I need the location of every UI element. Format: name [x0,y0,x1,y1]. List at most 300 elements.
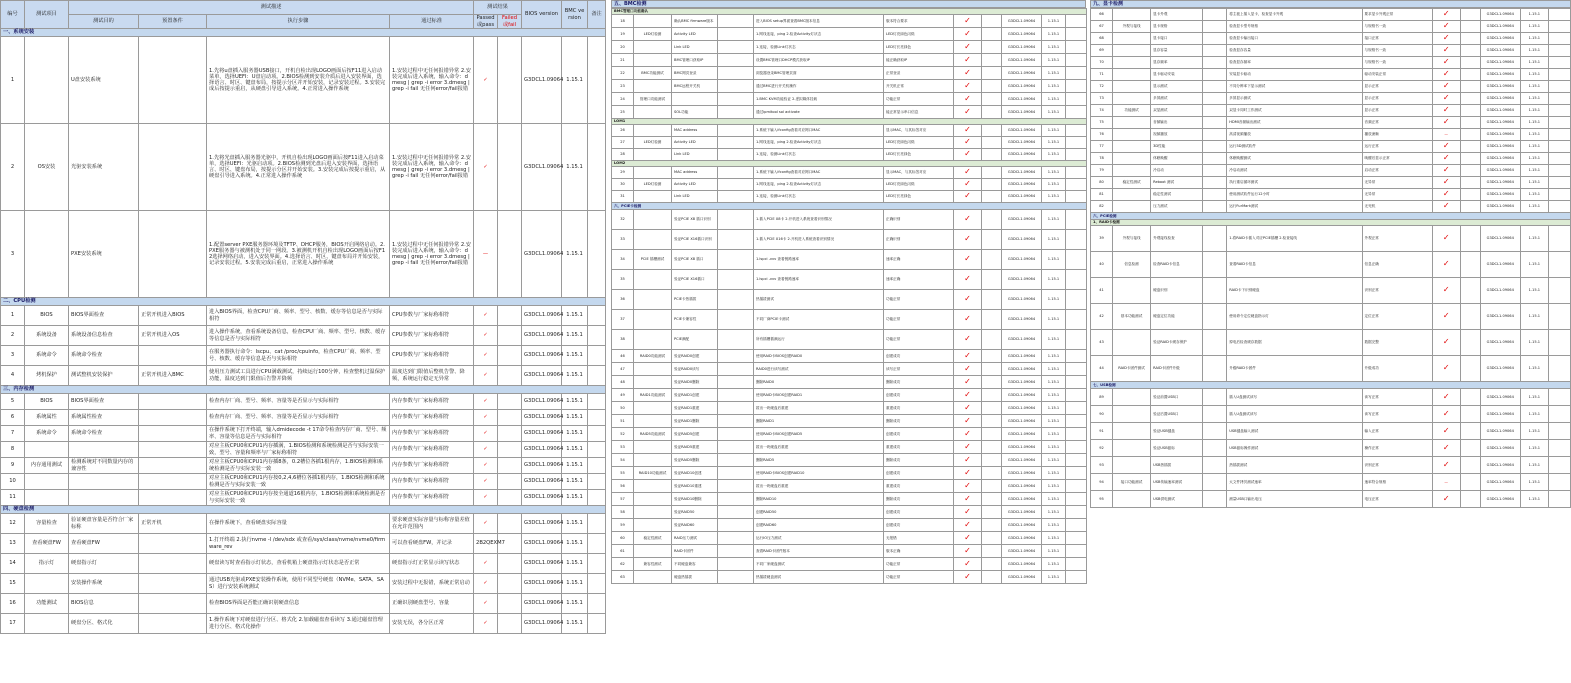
row-number: 74 [1091,105,1113,117]
row-steps: 休眠唤醒测试 [1227,153,1362,165]
row-result-pass: ✓ [474,514,498,534]
row-precondition [1203,141,1227,153]
row-criteria: 内存参数与厂家标称相符 [390,474,474,490]
table-row [612,402,1087,415]
row-remark [1548,406,1570,423]
row-precondition [718,545,754,558]
row-bios-version: G3DCL1.09064 [1002,376,1042,389]
row-criteria: 创建成功 [884,467,954,480]
row-bios-version: G3DCL1.09064 [1002,441,1042,454]
row-remark [1066,467,1087,480]
row-item: RAID10功能测试 [634,467,672,480]
row-result-fail [498,574,522,594]
table-row [612,519,1087,532]
row-steps: 1.先将u盘插入服务器USB接口，开机自检出现LOGO画面后按F11进入启动菜单，选择UEFI：U盘启动项。2.BIOS检测到安装介质后进入安装界面，选择语言、时区、键盘布局，按提示分区并开始安装，记录安装过程。3.安装完成后按提示重启，从硬盘引导进入系统。4.正常进入操作系统 [207,37,390,124]
row-number: 7 [1,426,25,442]
row-result-fail [982,493,1002,506]
row-bios-version: G3DCL1.09064 [1002,125,1042,137]
row-number: 19 [612,28,634,41]
row-purpose: USB热插拔 [1151,457,1203,474]
test-table-3 [1090,8,1571,508]
table-body [612,210,1087,350]
row-number: 6 [1,410,25,426]
row-precondition [718,270,754,290]
row-bmc-version: 1.15.1 [1042,415,1066,428]
row-criteria: 功能正常 [884,93,954,106]
row-precondition [139,346,207,366]
row-steps: 使用测试软件运行12小时 [1227,189,1362,201]
row-steps: 冷启动测试 [1227,165,1362,177]
row-result-pass: ✓ [1432,9,1460,21]
row-result-pass: ✓ [954,402,982,415]
row-result-pass: ✓ [954,545,982,558]
row-item [25,442,69,458]
row-result-fail [982,389,1002,402]
row-number: 31 [612,191,634,203]
row-item: 系统设备 [25,326,69,346]
row-number: 15 [1,574,25,594]
row-item [25,614,69,634]
row-purpose: 显卡驱动安装 [1151,69,1203,81]
row-precondition [718,250,754,270]
row-remark [1066,80,1087,93]
header-remark: 备注 [588,1,606,29]
row-precondition [1203,423,1227,440]
row-criteria: 重建成功 [884,441,954,454]
row-precondition [718,467,754,480]
row-precondition [718,167,754,179]
row-item: 外观与接线 [1113,226,1151,252]
table-row [612,41,1087,54]
row-result-pass: ✓ [954,191,982,203]
row-item [1113,33,1151,45]
row-bios-version: G3DCL1.09064 [522,346,562,366]
row-bmc-version: 1.15.1 [1042,41,1066,54]
row-steps: 拔出一块硬盘后重建 [754,402,884,415]
row-remark [1066,402,1087,415]
row-purpose: RAID卡固件 [672,545,718,558]
row-result-pass: ✓ [954,480,982,493]
row-bmc-version: 1.15.1 [1042,80,1066,93]
row-result-pass: ✓ [954,532,982,545]
row-result-fail [1460,33,1480,45]
row-remark [1548,491,1570,508]
section-title: 五、BMC检测 [611,0,1086,8]
table-row [612,310,1087,330]
row-item: 查看硬盘FW [25,534,69,554]
row-criteria: LED灯长亮绿色 [884,149,954,161]
row-bmc-version: 1.15.1 [562,574,588,594]
row-item [634,480,672,493]
row-steps: 掉电后检查缓存数据 [1227,330,1362,356]
row-criteria: 删除成功 [884,454,954,467]
row-number: 12 [1,514,25,534]
row-steps: 使用命令定位硬盘指示灯 [1227,304,1362,330]
row-result-pass: ✓ [954,106,982,119]
row-criteria: 正确识别硬盘型号、容量 [390,594,474,614]
sheet-page-1 [0,0,602,683]
row-number: 73 [1091,93,1113,105]
table-row [1091,252,1571,278]
row-item: BIOS [25,394,69,410]
row-remark [1548,117,1570,129]
row-result-fail [1460,201,1480,213]
row-number: 14 [1,554,25,574]
row-result-fail [982,363,1002,376]
row-item [634,363,672,376]
row-bmc-version: 1.15.1 [562,514,588,534]
row-number: 37 [612,310,634,330]
row-result-pass: 2B2QEXM7 [474,534,498,554]
row-result-pass: ✓ [954,41,982,54]
row-purpose: 验证PCIE X16插口 [672,270,718,290]
row-criteria: 操作正常 [1362,440,1432,457]
row-bios-version: G3DCL1.09064 [1480,33,1520,45]
row-result-fail [498,124,522,211]
row-result-pass: ✓ [1432,226,1460,252]
row-criteria: CPU参数与厂家标称相符 [390,326,474,346]
row-result-fail [982,350,1002,363]
row-purpose: 验证后置USB口 [1151,406,1203,423]
row-bmc-version: 1.15.1 [1042,389,1066,402]
row-steps: 在操作系统下，查看硬盘实际容量 [207,514,390,534]
row-result-fail [982,467,1002,480]
row-precondition [718,80,754,93]
row-bios-version: G3DCL1.09064 [1002,41,1042,54]
row-precondition [1203,491,1227,508]
row-bmc-version: 1.15.1 [1042,191,1066,203]
row-result-fail [982,558,1002,571]
row-remark [1548,9,1570,21]
table-row [1,474,606,490]
table-row [612,428,1087,441]
section-title: 四、硬盘检测 [1,506,606,514]
row-criteria: LED灯亮绿色闪烁 [884,137,954,149]
table-row [612,558,1087,571]
row-bios-version: G3DCL1.09064 [1480,9,1520,21]
row-purpose: PCIE卡兼容性 [672,310,718,330]
table-row [612,376,1087,389]
row-bios-version: G3DCL1.09064 [1480,105,1520,117]
row-result-pass: ✓ [954,519,982,532]
table-row [1091,474,1571,491]
row-precondition [139,426,207,442]
row-number: 23 [612,80,634,93]
row-result-fail [1460,153,1480,165]
table-row [1091,129,1571,141]
row-steps: 删除RAID1 [754,415,884,428]
row-bmc-version: 1.15.1 [562,346,588,366]
row-steps: 使用RAID卡BIOS创建RAID0 [754,350,884,363]
row-result-fail [498,394,522,410]
row-remark [1548,474,1570,491]
row-purpose: 验证PCIE X16插口识别 [672,230,718,250]
row-result-fail [982,167,1002,179]
row-criteria: 驱动安装正常 [1362,69,1432,81]
row-number: 32 [612,210,634,230]
row-precondition [718,149,754,161]
row-precondition [1203,177,1227,189]
row-bios-version: G3DCL1.09064 [1002,67,1042,80]
row-bmc-version: 1.15.1 [1042,480,1066,493]
row-number: 60 [612,532,634,545]
row-purpose: 冷启动 [1151,165,1203,177]
row-steps: 1.连接，检测Link灯状态 [754,149,884,161]
row-remark [1066,137,1087,149]
row-criteria: 输入正常 [1362,423,1432,440]
row-remark [1066,571,1087,584]
section-title: 六、PCIE卡检测 [612,203,1087,210]
row-bios-version: G3DCL1.09064 [1002,330,1042,350]
row-remark [1548,141,1570,153]
row-result-pass: ✓ [954,376,982,389]
row-steps: 插入U盘测试读写 [1227,389,1362,406]
row-item [1113,201,1151,213]
row-result-fail [1460,304,1480,330]
row-precondition [1203,457,1227,474]
row-steps: RAID0进行读写测试 [754,363,884,376]
row-number: 39 [1091,226,1113,252]
row-bios-version: G3DCL1.09064 [1002,571,1042,584]
row-criteria: 读写正常 [1362,406,1432,423]
table-row [1091,278,1571,304]
row-result-pass: ✓ [1432,304,1460,330]
row-bios-version: G3DCL1.09064 [1480,21,1520,33]
row-number: 58 [612,506,634,519]
row-steps: HDMI音频输出测试 [1227,117,1362,129]
row-criteria: 识别正常 [1362,457,1432,474]
row-result-fail [498,306,522,326]
row-criteria: 开关机正常 [884,80,954,93]
row-result-fail [1460,189,1480,201]
row-bios-version: G3DCL1.09064 [1480,129,1520,141]
row-result-fail [1460,165,1480,177]
row-result-pass: ✓ [474,366,498,386]
table-row [1,614,606,634]
row-purpose: 显存频率 [1151,57,1203,69]
row-item [634,441,672,454]
row-purpose: PCIE卡热插拔 [672,290,718,310]
row-item [634,290,672,310]
row-purpose: 验证RAID10重建 [672,480,718,493]
row-remark [1548,252,1570,278]
row-remark [588,124,606,211]
row-precondition: 正常开机进入OS [139,326,207,346]
row-steps: 1.系统下输入ifconfig查看对应网口MAC [754,125,884,137]
row-bios-version: G3DCL1.09064 [1480,189,1520,201]
row-steps: 通过ipmitool sol activate [754,106,884,119]
row-result-pass: ✓ [954,506,982,519]
row-item [634,506,672,519]
row-purpose: 测试整机安装保护 [69,366,139,386]
row-bmc-version: 1.15.1 [1042,15,1066,28]
row-bmc-version: 1.15.1 [1042,545,1066,558]
row-purpose: Activity LED [672,28,718,41]
row-precondition [718,67,754,80]
row-criteria: 功能正常 [884,310,954,330]
row-result-pass: ✓ [474,594,498,614]
row-number: 16 [1,594,25,614]
row-precondition [718,210,754,230]
table-row [612,80,1087,93]
row-number: 93 [1091,457,1113,474]
row-bmc-version: 1.15.1 [1520,278,1548,304]
row-item [1113,153,1151,165]
row-result-pass: ✓ [1432,81,1460,93]
row-result-fail [982,125,1002,137]
row-bmc-version: 1.15.1 [1042,67,1066,80]
row-criteria: 能正常显示串口信息 [884,106,954,119]
row-bios-version: G3DCL1.09064 [1002,389,1042,402]
row-bmc-version: 1.15.1 [1042,137,1066,149]
row-criteria: 读写正常 [884,363,954,376]
row-result-fail [498,594,522,614]
row-remark [1066,545,1087,558]
table-row [612,15,1087,28]
row-remark [1066,480,1087,493]
row-item [1113,129,1151,141]
row-precondition [718,571,754,584]
row-result-fail [982,179,1002,191]
row-result-pass: ✓ [954,93,982,106]
row-steps: 在操作系统下打开终端，输入dmidecode -t 17命令检查内存厂商、型号、频率、容量等信息是否与实际相符 [207,426,390,442]
row-steps: 1.lspci -vvv 查看链路速率 [754,250,884,270]
row-purpose: 验证RAID1删除 [672,415,718,428]
row-result-pass: ✓ [954,493,982,506]
row-number: 95 [1091,491,1113,508]
row-purpose: 验证RAID0读写 [672,363,718,376]
row-remark [1548,440,1570,457]
row-criteria: 识别正常 [1362,278,1432,304]
row-result-pass: ✓ [1432,141,1460,153]
row-precondition [718,106,754,119]
row-number: 50 [612,402,634,415]
row-bios-version: G3DCL1.09064 [1480,226,1520,252]
row-purpose: 显示测试 [1151,81,1203,93]
table-row [1091,189,1571,201]
row-precondition [718,415,754,428]
table-row [1,458,606,474]
row-steps: 在服务器执行命令：lscpu、cat /proc/cpuinfo，检查CPU厂商、频率、型号、核数、缓存等信息是否与实际相符 [207,346,390,366]
table-row [612,363,1087,376]
row-item: 系统属性 [25,410,69,426]
row-purpose: BMC网页登录 [672,67,718,80]
row-item [634,571,672,584]
row-result-fail [1460,177,1480,189]
row-number: 1 [1,306,25,326]
row-steps: RAID卡下识别硬盘 [1227,278,1362,304]
row-bmc-version: 1.15.1 [1042,270,1066,290]
row-remark [1066,210,1087,230]
row-steps: 查看RAID卡信息 [1227,252,1362,278]
table-row [1091,117,1571,129]
row-remark [1066,363,1087,376]
row-item [634,125,672,137]
row-precondition [1203,406,1227,423]
row-result-fail [498,366,522,386]
row-bios-version: G3DCL1.09064 [1002,467,1042,480]
row-item: RAID1功能测试 [634,389,672,402]
row-criteria: 音频正常 [1362,117,1432,129]
row-precondition [718,441,754,454]
row-item: LED灯检测 [634,137,672,149]
row-remark [1066,270,1087,290]
row-item [1113,278,1151,304]
row-result-pass: ✓ [954,389,982,402]
row-result-fail [982,67,1002,80]
row-precondition [139,410,207,426]
row-result-fail [1460,423,1480,440]
row-precondition [139,442,207,458]
row-purpose: 验证RAID10删除 [672,493,718,506]
row-purpose: USB供电测试 [1151,491,1203,508]
row-steps: 高清视频播放 [1227,129,1362,141]
row-bmc-version: 1.15.1 [1042,330,1066,350]
row-item [634,376,672,389]
row-purpose: USB传输速率测试 [1151,474,1203,491]
table-row [1091,21,1571,33]
table-row [1,211,606,298]
row-steps: 运行IO压力测试 [754,532,884,545]
row-precondition [1203,226,1227,252]
row-result-pass: ✓ [474,574,498,594]
row-purpose: 休眠唤醒 [1151,153,1203,165]
row-result-fail [498,554,522,574]
row-result-pass: ✓ [1432,45,1460,57]
row-precondition [139,574,207,594]
row-bmc-version: 1.15.1 [1520,389,1548,406]
row-purpose: 显卡接口 [1151,33,1203,45]
row-bmc-version: 1.15.1 [1520,474,1548,491]
row-precondition [1203,105,1227,117]
row-bios-version: G3DCL1.09064 [1002,179,1042,191]
row-number: 78 [1091,153,1113,165]
row-bmc-version: 1.15.1 [1520,330,1548,356]
header-failed: Failed 或fail [498,15,522,29]
row-item: 功能测试 [25,594,69,614]
table-row [612,54,1087,67]
row-steps: 大文件拷贝测试速率 [1227,474,1362,491]
row-result-fail [498,474,522,490]
row-bios-version: G3DCL1.09064 [1480,278,1520,304]
row-bmc-version: 1.15.1 [1042,179,1066,191]
row-bmc-version: 1.15.1 [562,614,588,634]
row-result-pass: ✓ [954,270,982,290]
row-item: 容量检查 [25,514,69,534]
row-number: 91 [1091,423,1113,440]
row-bios-version: G3DCL1.09064 [522,574,562,594]
row-steps: 拔出一块硬盘后重建 [754,441,884,454]
row-number: 70 [1091,57,1113,69]
row-criteria: 1.安装过程中无任何报错异常 2.安装完成后进入系统，输入命令：dmesg | grep -i error 3.dmesg | grep -i fail 无任何error/fail报错 [390,124,474,211]
row-bmc-version: 1.15.1 [1520,226,1548,252]
row-purpose: 显卡外观 [1151,9,1203,21]
row-purpose [69,474,139,490]
row-result-pass: ✓ [954,454,982,467]
row-bmc-version: 1.15.1 [1042,250,1066,270]
row-bios-version: G3DCL1.09064 [1002,532,1042,545]
row-purpose [69,442,139,458]
table-row [1091,201,1571,213]
row-result-fail [982,330,1002,350]
table-body [1,394,606,506]
row-criteria: CPU参数与厂家标称相符 [390,346,474,366]
table-body [1,514,606,634]
row-item [634,54,672,67]
row-bios-version: G3DCL1.09064 [522,410,562,426]
row-remark [588,346,606,366]
row-bmc-version: 1.15.1 [1042,428,1066,441]
